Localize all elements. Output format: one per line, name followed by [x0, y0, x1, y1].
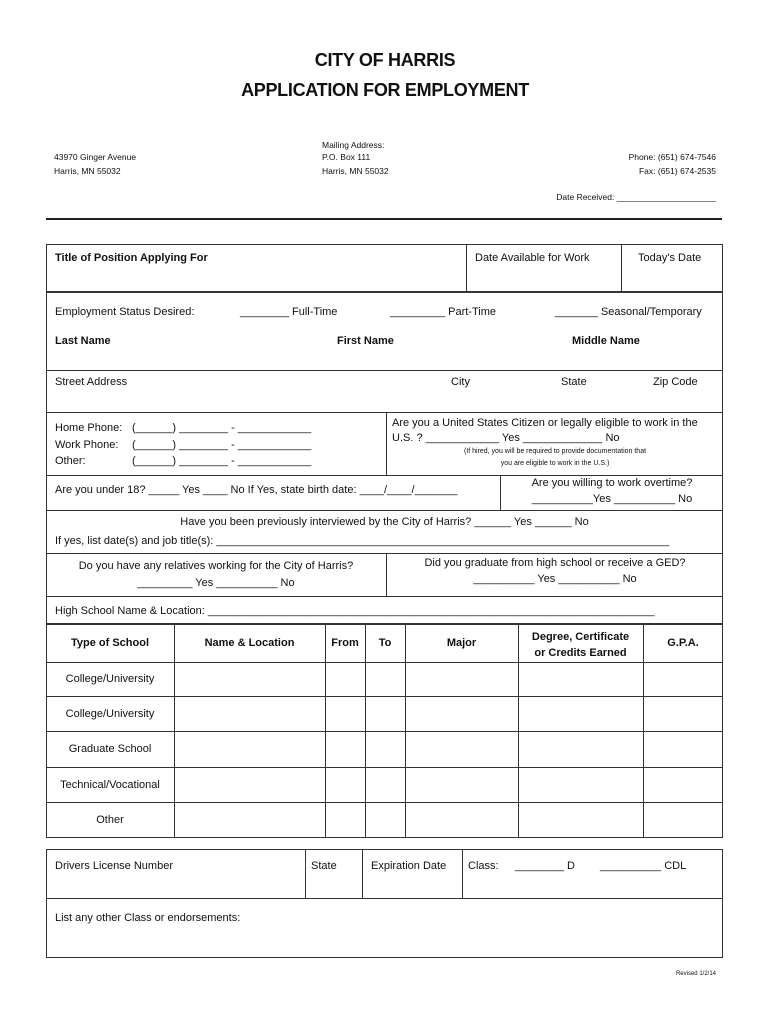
- col-header-gpa: G.P.A.: [667, 637, 699, 649]
- zip-label[interactable]: Zip Code: [653, 376, 698, 388]
- school-type-row[interactable]: Other: [96, 814, 124, 826]
- other-phone-label: Other:: [55, 455, 86, 467]
- school-type-row[interactable]: Technical/Vocational: [60, 778, 160, 791]
- license-state-label[interactable]: State: [311, 860, 337, 872]
- school-type-row[interactable]: Graduate School: [68, 743, 152, 755]
- street-label[interactable]: Street Address: [55, 376, 128, 388]
- home-phone-label: Home Phone:: [55, 422, 123, 434]
- divider: [362, 849, 363, 898]
- revision-date: Revised 1/2/14: [675, 971, 716, 977]
- status-label: Employment Status Desired:: [55, 306, 195, 318]
- col-header-degree-1: Degree, Certificate: [531, 631, 630, 643]
- todays-date-label[interactable]: Today's Date: [638, 252, 702, 264]
- col-header-to: To: [378, 637, 392, 649]
- license-number-label[interactable]: Drivers License Number: [55, 860, 173, 872]
- other-phone-field[interactable]: (______) ________ - ____________: [132, 455, 312, 467]
- work-phone-field[interactable]: (______) ________ - ____________: [132, 439, 312, 451]
- middle-name-label[interactable]: Middle Name: [572, 335, 640, 347]
- under-18-question[interactable]: Are you under 18? _____ Yes ____ No If Yes, state birth date: ____/____/_______: [55, 484, 458, 496]
- divider: [46, 475, 723, 476]
- position-title-label[interactable]: Title of Position Applying For: [55, 252, 208, 264]
- header-divider: [46, 218, 722, 220]
- mailing-label: Mailing Address:: [322, 140, 385, 150]
- overtime-answer[interactable]: __________Yes __________ No: [531, 493, 693, 505]
- col-header-major: Major: [446, 637, 477, 649]
- divider: [46, 370, 723, 371]
- work-phone-label: Work Phone:: [55, 439, 119, 451]
- interview-dates[interactable]: If yes, list date(s) and job title(s): __________________________________________________________________________: [55, 535, 670, 547]
- state-label[interactable]: State: [561, 376, 587, 388]
- high-school-field[interactable]: High School Name & Location: _________________________________________________________________________: [55, 605, 655, 617]
- date-available-label[interactable]: Date Available for Work: [475, 252, 590, 264]
- col-header-name-location: Name & Location: [204, 637, 295, 649]
- city-label[interactable]: City: [451, 376, 470, 388]
- full-time-option[interactable]: ________ Full-Time: [240, 306, 338, 318]
- date-received[interactable]: Date Received: _____________________: [556, 192, 716, 202]
- divider: [621, 244, 622, 292]
- col-header-type: Type of School: [70, 637, 150, 649]
- class-cdl-option[interactable]: __________ CDL: [600, 860, 687, 872]
- class-d-option[interactable]: ________ D: [515, 860, 575, 872]
- ged-answer[interactable]: __________ Yes __________ No: [473, 573, 637, 585]
- form-title: CITY OF HARRIS: [314, 50, 456, 70]
- street-address-line: 43970 Ginger Avenue: [54, 152, 137, 162]
- first-name-label[interactable]: First Name: [337, 335, 394, 347]
- city-address-line: Harris, MN 55032: [54, 166, 121, 176]
- ged-question: Did you graduate from high school or receive a GED?: [424, 557, 686, 569]
- col-header-from: From: [331, 637, 359, 649]
- divider: [46, 412, 723, 413]
- relatives-answer[interactable]: _________ Yes __________ No: [137, 577, 295, 589]
- divider: [305, 849, 306, 898]
- interview-question[interactable]: Have you been previously interviewed by the City of Harris? ______ Yes ______ No: [180, 516, 589, 528]
- seasonal-option[interactable]: _______ Seasonal/Temporary: [555, 306, 702, 318]
- license-class-label: Class:: [468, 860, 499, 872]
- divider: [46, 553, 723, 554]
- relatives-question: Do you have any relatives working for the City of Harris?: [78, 560, 354, 572]
- home-phone-field[interactable]: (______) ________ - ____________: [132, 422, 312, 434]
- divider: [46, 596, 723, 597]
- divider: [462, 849, 463, 898]
- fax-number: Fax: (651) 674-2535: [638, 166, 716, 176]
- divider: [46, 898, 723, 899]
- divider: [46, 510, 723, 511]
- citizen-note-1: (If hired, you will be required to provide documentation that: [463, 448, 647, 455]
- last-name-label[interactable]: Last Name: [55, 335, 111, 347]
- other-endorsements-label[interactable]: List any other Class or endorsements:: [55, 912, 241, 924]
- citizen-answer[interactable]: U.S. ? ____________ Yes _____________ No: [392, 432, 620, 444]
- phone-number: Phone: (651) 674-7546: [628, 152, 716, 162]
- col-header-degree-2: or Credits Earned: [534, 647, 627, 659]
- school-type-row[interactable]: College/University: [65, 707, 155, 720]
- divider: [466, 244, 467, 292]
- mailing-line2: Harris, MN 55032: [322, 166, 389, 176]
- citizen-question: Are you a United States Citizen or legally eligible to work in the: [392, 417, 698, 429]
- form-subtitle: APPLICATION FOR EMPLOYMENT: [241, 80, 529, 100]
- citizen-note-2: you are eligible to work in the U.S.): [500, 460, 610, 467]
- mailing-line1: P.O. Box 111: [322, 152, 371, 162]
- license-expiration-label[interactable]: Expiration Date: [371, 860, 447, 872]
- school-type-row[interactable]: College/University: [65, 673, 155, 685]
- overtime-question: Are you willing to work overtime?: [531, 477, 693, 489]
- part-time-option[interactable]: _________ Part-Time: [390, 306, 496, 318]
